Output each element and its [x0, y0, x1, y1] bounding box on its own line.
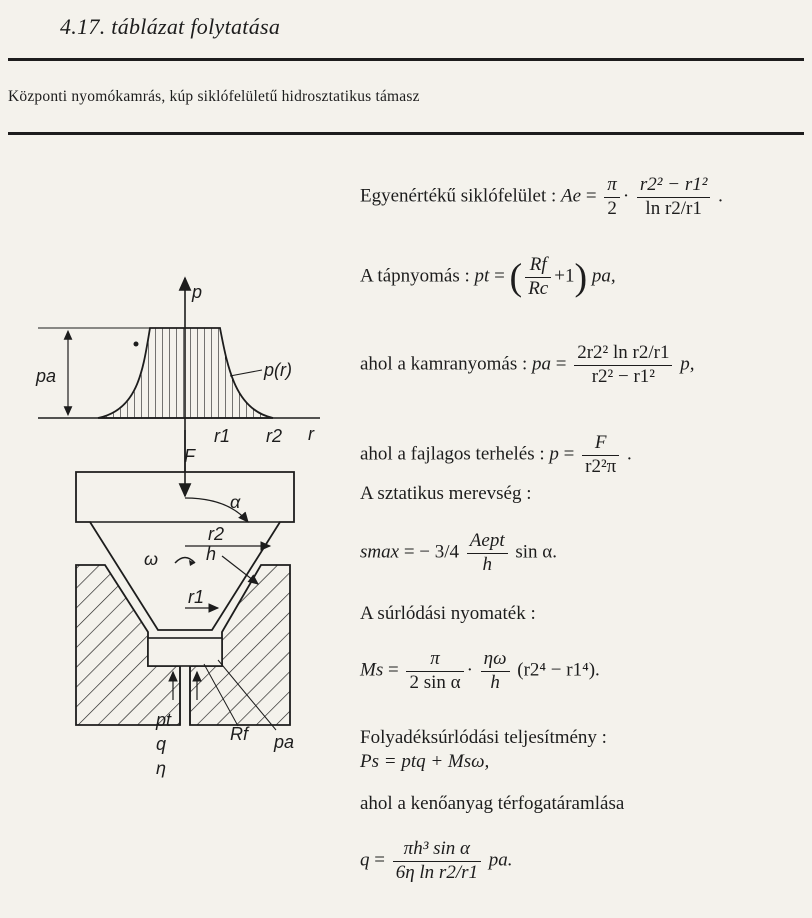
- r2-inner-label: r2: [208, 524, 225, 544]
- pa-left-label: pa: [36, 366, 57, 386]
- hydrostatic-support-diagram: [8, 260, 338, 800]
- static-stiffness-label: A sztatikus merevség :: [360, 483, 532, 504]
- formula-chamber-pressure: ahol a kamranyomás : pa = $\frac{\text{2r2² ln r2/r1}}{\text{r2² − r1²}}$ p,: [360, 342, 695, 387]
- force-label: F: [184, 446, 195, 466]
- formula-lubricant-flow: q = $\frac{\text{πh³ sin α}}{\text{6η ln r2/r1}}$ pa.: [360, 838, 513, 883]
- eta-label: η: [156, 758, 166, 778]
- pa-bottom-label: pa: [274, 732, 295, 752]
- pt-label: pt: [156, 710, 172, 730]
- friction-torque-label: A súrlódási nyomaték :: [360, 603, 536, 624]
- r1-inner-label: r1: [188, 587, 205, 607]
- pr-curve-label: p(r): [264, 360, 292, 380]
- r1-axis-label: r1: [214, 426, 231, 446]
- table-continuation-title: 4.17. táblázat folytatása: [60, 14, 281, 39]
- alpha-label: α: [230, 492, 241, 512]
- formula-static-stiffness: smax = − 3/4 $\frac{\text{Aept}}{h}$ sin α.: [360, 530, 557, 575]
- h-gap-label: h: [206, 544, 217, 564]
- support-subtitle: Központi nyomókamrás, kúp siklófelületű hidrosztatikus támasz: [8, 88, 420, 105]
- lubricant-flow-label: ahol a kenőanyag térfogatáramlása: [360, 793, 625, 814]
- p-axis-label: p: [192, 282, 203, 302]
- r-axis-label: r: [308, 424, 314, 444]
- formula-friction-torque: Ms = $\frac{\pi}{\text{2 sin α}}$ · $\frac{\eta\omega}{h}$ (r2⁴ − r1⁴).: [360, 648, 600, 693]
- r2-axis-label: r2: [266, 426, 283, 446]
- formula-equivalent-surface: Egyenértékű siklófelület : Ae = $\frac{\pi}{2}$ · $\frac{\text{r2² − r1²}}{\text{ln r2/r1}}$ .: [360, 174, 723, 219]
- formula-specific-load: ahol a fajlagos terhelés : p = $\frac{F}{\text{r2²π}}$ .: [360, 432, 632, 477]
- header-rule-top: [8, 58, 804, 61]
- pressure-chamber: [148, 638, 222, 666]
- fluid-friction-power-label: Folyadéksúrlódási teljesítmény :: [360, 727, 607, 748]
- formula-fluid-friction-power: Ps = ptq + Msω,: [360, 751, 490, 772]
- formula-supply-pressure: A tápnyomás : pt = ( $\frac{Rf}{Rc}$ +1) pa,: [360, 254, 616, 299]
- rf-label: Rf: [230, 724, 248, 744]
- header-rule-bottom: [8, 132, 804, 135]
- q-label: q: [156, 734, 167, 754]
- omega-label: ω: [144, 549, 159, 569]
